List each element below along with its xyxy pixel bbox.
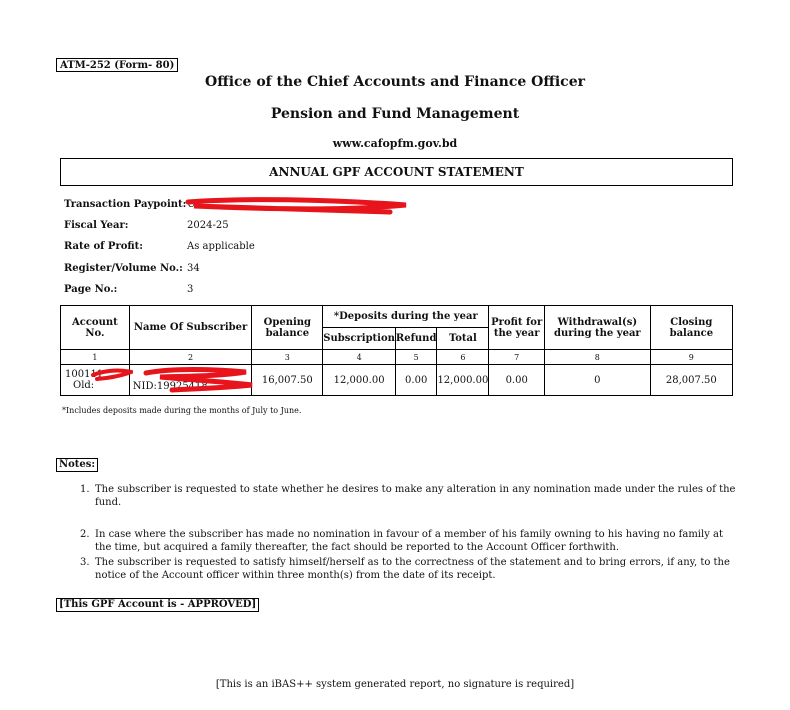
department-title: Pension and Fund Management — [270, 106, 520, 122]
note-number: 3. — [80, 557, 90, 568]
redaction-mark — [91, 367, 133, 381]
note-text: The subscriber is requested to state whether he desires to make any alteration in any nomination made under the rules of the fund. — [95, 484, 736, 508]
table-row — [61, 365, 733, 396]
closing-balance-cell: 28,007.50 — [650, 365, 732, 396]
note-text: In case where the subscriber has made no nomination in favour of a member of his family owning to his having no family at the time, but acquired a family thereafter, the fact should be reported to the Account Officer forthwith. — [95, 529, 724, 553]
note-number: 1. — [80, 484, 90, 495]
col-header-profit: Profit for the year — [489, 306, 545, 350]
col-header-name: Name Of Subscriber — [129, 306, 252, 350]
paypoint-label: Transaction Paypoint: — [64, 199, 187, 210]
note-item — [80, 556, 740, 582]
index-cell: 9 — [650, 350, 732, 365]
system-generated-footer: [This is an iBAS++ system generated report, no signature is required] — [215, 679, 575, 690]
profit-cell: 0.00 — [489, 365, 545, 396]
rate-value: As applicable — [187, 241, 255, 252]
note-item — [80, 528, 740, 554]
rate-label: Rate of Profit: — [64, 241, 143, 252]
note-number: 2. — [80, 529, 90, 540]
fiscal-year-value: 2024-25 — [187, 220, 229, 231]
total-cell: 12,000.00 — [437, 365, 489, 396]
index-cell: 5 — [395, 350, 437, 365]
redaction-mark — [142, 366, 258, 394]
account-no-cell — [61, 365, 130, 396]
page-label: Page No.: — [64, 284, 118, 295]
column-index-row — [61, 350, 733, 365]
col-header-account-no: Account No. — [61, 306, 130, 350]
register-label: Register/Volume No.: — [64, 263, 183, 274]
index-cell: 1 — [61, 350, 130, 365]
page-value: 3 — [187, 284, 194, 295]
col-header-refund: Refund — [395, 328, 437, 350]
gpf-statement-table — [60, 305, 733, 396]
form-number-tag: ATM-252 (Form- 80) — [56, 58, 178, 72]
subscriber-nid: NID:19925418 — [132, 380, 208, 392]
withdrawal-cell: 0 — [545, 365, 651, 396]
index-cell: 8 — [545, 350, 651, 365]
deposits-footnote: *Includes deposits made during the months of July to June. — [62, 406, 302, 415]
col-header-closing: Closing balance — [650, 306, 732, 350]
col-header-withdrawal: Withdrawal(s) during the year — [545, 306, 651, 350]
col-header-subscription: Subscription — [323, 328, 396, 350]
note-item — [80, 483, 740, 509]
col-header-total: Total — [437, 328, 489, 350]
col-header-deposits: *Deposits during the year — [323, 306, 489, 328]
opening-balance-cell: 16,007.50 — [252, 365, 323, 396]
account-old-label: Old: — [73, 380, 95, 391]
refund-cell: 0.00 — [395, 365, 437, 396]
index-cell: 3 — [252, 350, 323, 365]
note-text: The subscriber is requested to satisfy himself/herself as to the correctness of the statement and to bring errors, if any, to the notice of the Account officer within three month(s) from the date of its receipt. — [95, 557, 730, 581]
notes-list — [80, 483, 740, 582]
paypoint-value: U — [187, 199, 196, 210]
website-text: www.cafopfm.gov.bd — [332, 137, 458, 150]
account-no-value: 100111 — [65, 369, 104, 380]
notes-label: Notes: — [56, 458, 98, 472]
subscriber-name-cell — [129, 365, 252, 396]
index-cell: 7 — [489, 350, 545, 365]
register-value: 34 — [187, 263, 200, 274]
redaction-mark — [184, 196, 414, 216]
index-cell: 6 — [437, 350, 489, 365]
index-cell: 2 — [129, 350, 252, 365]
statement-title: ANNUAL GPF ACCOUNT STATEMENT — [60, 158, 733, 186]
fiscal-year-label: Fiscal Year: — [64, 220, 129, 231]
index-cell: 4 — [323, 350, 396, 365]
col-header-opening: Opening balance — [252, 306, 323, 350]
approval-status: [This GPF Account is - APPROVED] — [56, 598, 259, 612]
subscription-cell: 12,000.00 — [323, 365, 396, 396]
office-title: Office of the Chief Accounts and Finance Officer — [205, 74, 585, 90]
